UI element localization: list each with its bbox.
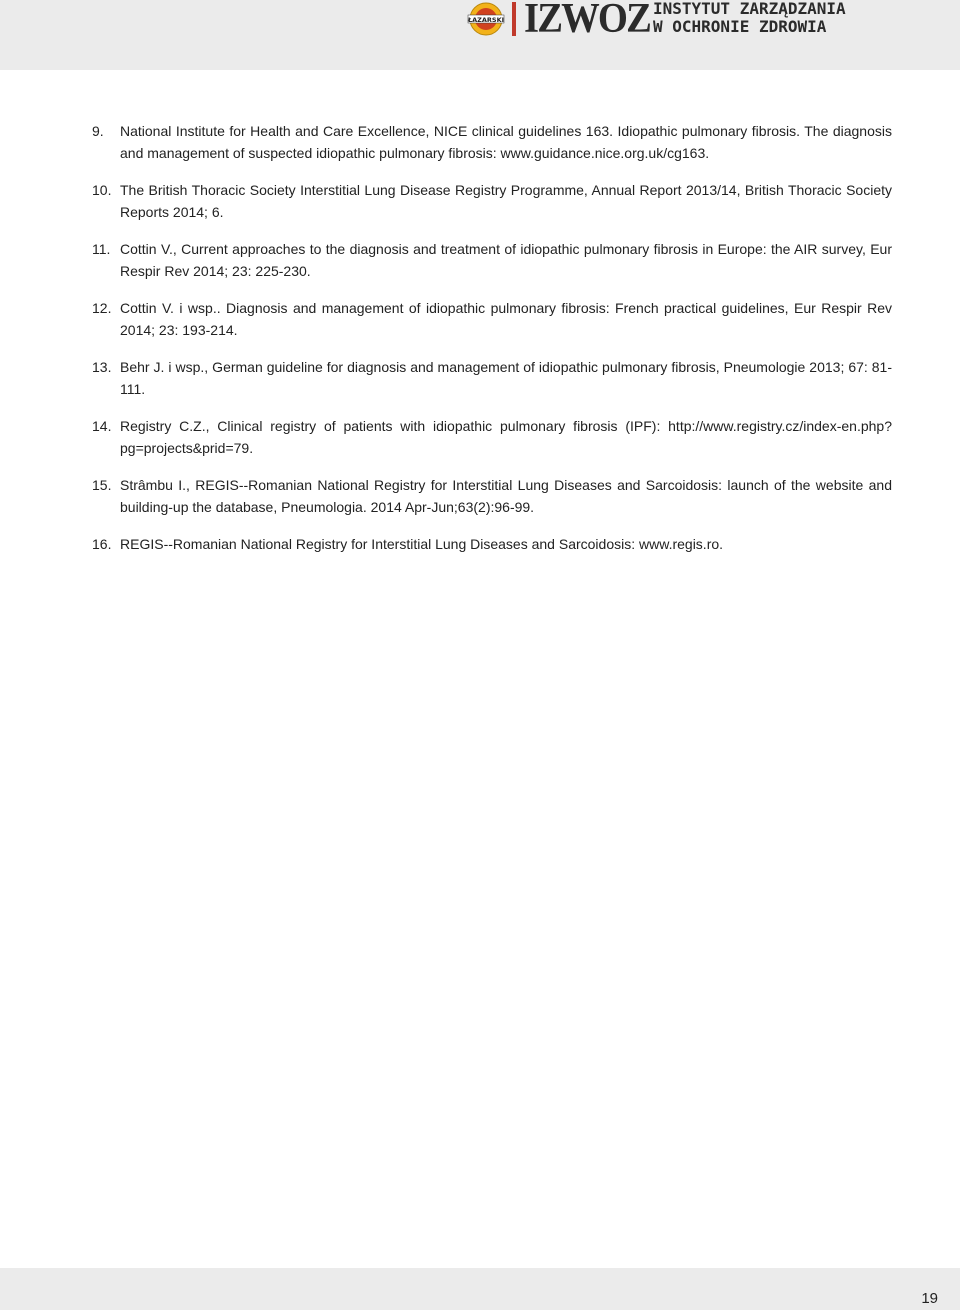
reference-text: REGIS--Romanian National Registry for Interstitial Lung Diseases and Sarcoidosis: www.regis.ro. bbox=[120, 536, 724, 552]
reference-item bbox=[92, 474, 892, 518]
reference-list bbox=[92, 120, 892, 570]
reference-number: 13. bbox=[92, 359, 112, 375]
reference-number: 11. bbox=[92, 241, 111, 257]
reference-text: Registry C.Z., Clinical registry of patients with idiopathic pulmonary fibrosis (IPF): http://www.registry.cz/index-en.php?pg=projects&prid=79. bbox=[120, 418, 892, 456]
reference-number: 15. bbox=[92, 477, 112, 493]
reference-number: 16. bbox=[92, 536, 112, 552]
reference-item bbox=[92, 356, 892, 400]
reference-text: Cottin V. i wsp.. Diagnosis and management of idiopathic pulmonary fibrosis: French practical guidelines, Eur Respir Rev 2014; 23: 193-214. bbox=[120, 300, 892, 338]
reference-number: 10. bbox=[92, 182, 112, 198]
reference-number: 12. bbox=[92, 300, 112, 316]
footer-band bbox=[0, 1268, 960, 1310]
institute-name-line-1: INSTYTUT ZARZĄDZANIA bbox=[653, 0, 846, 18]
reference-number: 9. bbox=[92, 123, 104, 139]
reference-item bbox=[92, 297, 892, 341]
reference-item bbox=[92, 238, 892, 282]
page-number: 19 bbox=[921, 1290, 938, 1307]
logo-divider bbox=[512, 2, 516, 36]
reference-item bbox=[92, 120, 892, 164]
reference-text: Strâmbu I., REGIS--Romanian National Registry for Interstitial Lung Diseases and Sarcoidosis: launch of the website and building-up the database, Pneumologia. 2014 Apr-Jun;63(2):96-99. bbox=[120, 477, 892, 515]
reference-number: 14. bbox=[92, 418, 112, 434]
reference-item bbox=[92, 415, 892, 459]
reference-item bbox=[92, 533, 892, 555]
reference-text: National Institute for Health and Care Excellence, NICE clinical guidelines 163. Idiopathic pulmonary fibrosis. The diagnosis and management of suspected idiopathic pulmonary fibrosis: www.guidance.nice.org.uk/cg163. bbox=[120, 123, 892, 161]
izwoz-logo: IZWOZ bbox=[524, 0, 651, 42]
seal-text: ŁAZARSKI bbox=[467, 15, 505, 24]
institute-name-line-2: W OCHRONIE ZDROWIA bbox=[653, 17, 827, 36]
reference-text: Behr J. i wsp., German guideline for diagnosis and management of idiopathic pulmonary fibrosis, Pneumologie 2013; 67: 81-111. bbox=[120, 359, 892, 397]
reference-item bbox=[92, 179, 892, 223]
reference-text: Cottin V., Current approaches to the diagnosis and treatment of idiopathic pulmonary fibrosis in Europe: the AIR survey, Eur Respir Rev 2014; 23: 225-230. bbox=[120, 241, 892, 279]
header-band bbox=[0, 0, 960, 70]
reference-text: The British Thoracic Society Interstitial Lung Disease Registry Programme, Annual Report 2013/14, British Thoracic Society Reports 2014; 6. bbox=[120, 182, 892, 220]
lazarski-seal-logo bbox=[466, 2, 506, 36]
